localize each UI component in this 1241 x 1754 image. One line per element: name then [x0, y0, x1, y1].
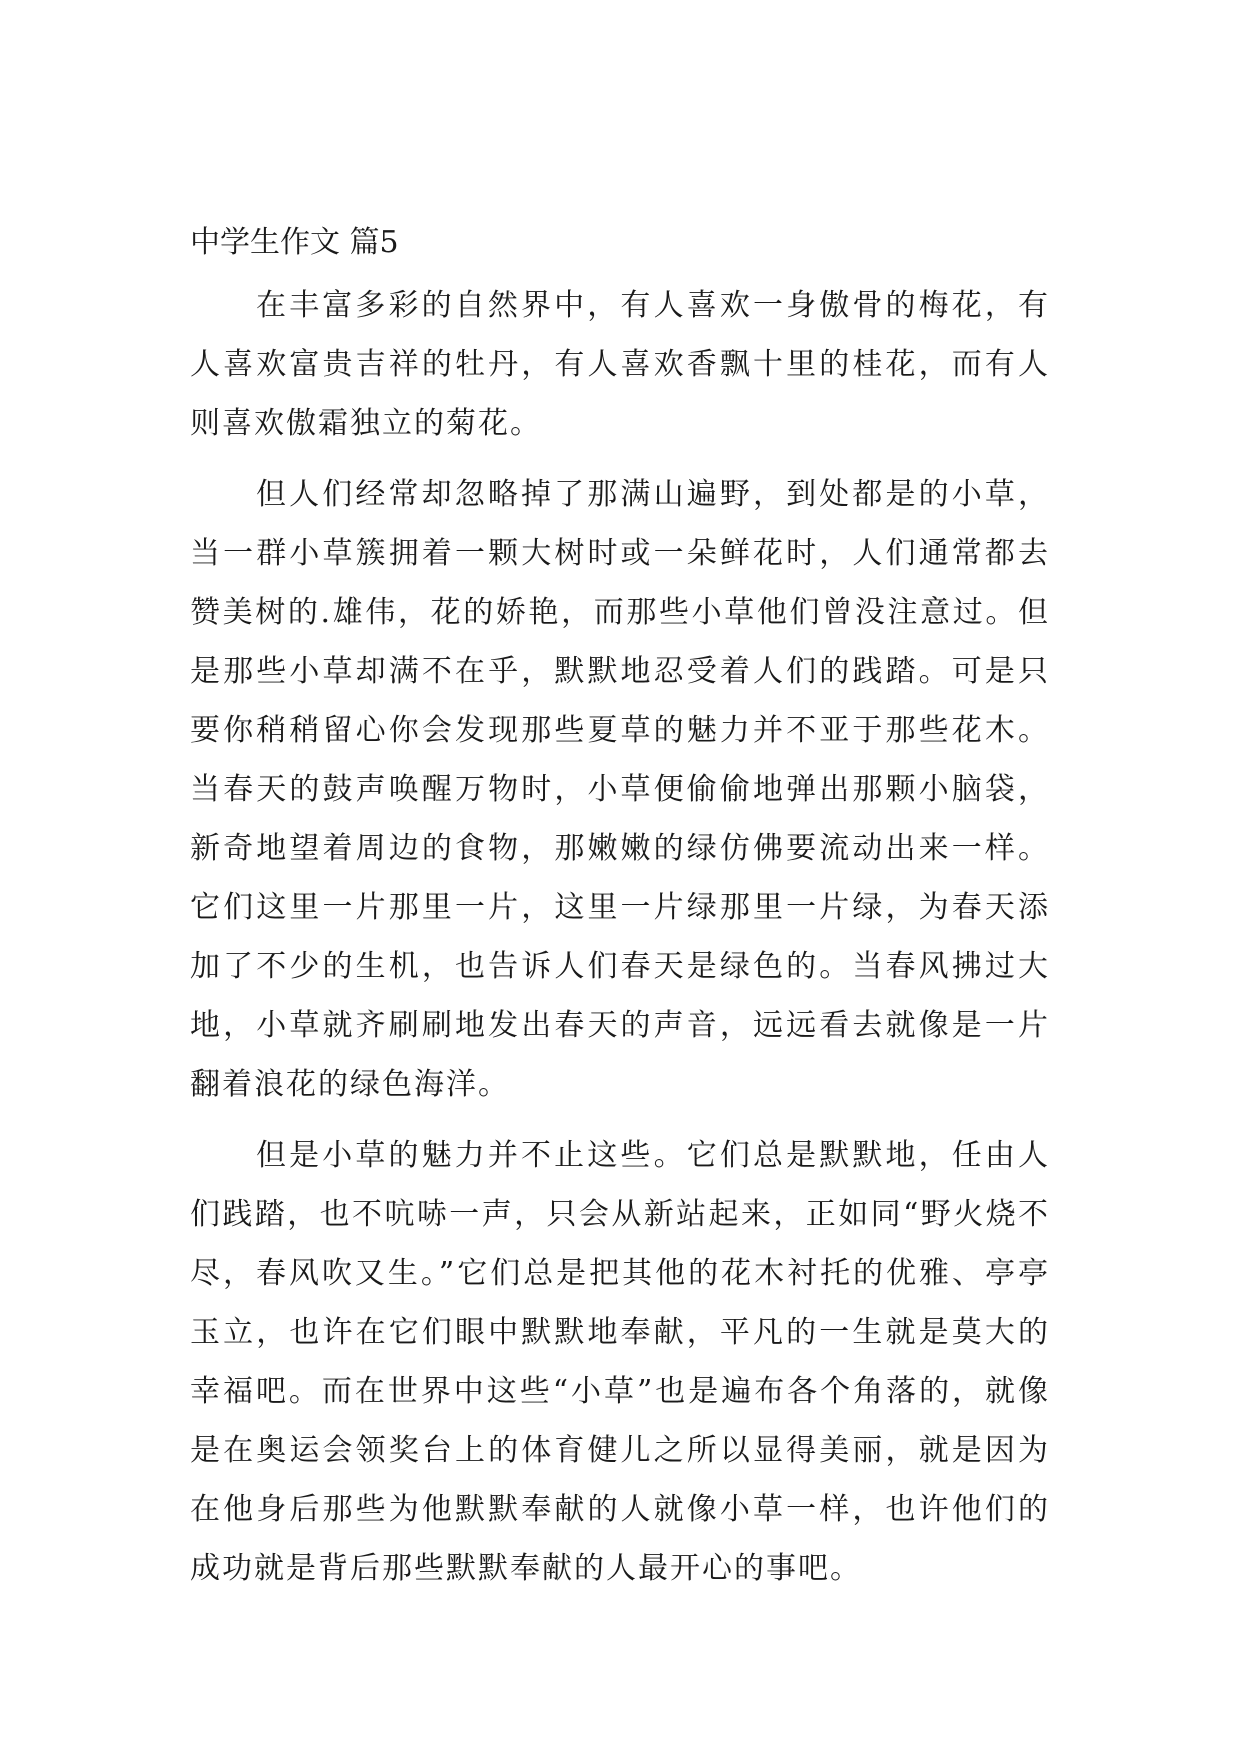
paragraph-1: 在丰富多彩的自然界中，有人喜欢一身傲骨的梅花，有人喜欢富贵吉祥的牡丹，有人喜欢香飘十里的桂花，而有人则喜欢傲霜独立的菊花。 — [190, 288, 1050, 441]
essay-title: 中学生作文 篇5 — [190, 225, 399, 260]
paragraph-2: 但人们经常却忽略掉了那满山遍野，到处都是的小草，当一群小草簇拥着一颗大树时或一朵鲜花时，人们通常都去赞美树的.雄伟，花的娇艳，而那些小草他们曾没注意过。但是那些小草却满不在乎，默默地忍受着人们的践踏。可是只要你稍稍留心你会发现那些夏草的魅力并不亚于那些花木。当春天的鼓声唤醒万物时，小草便偷偷地弹出那颗小脑袋，新奇地望着周边的食物，那嫩嫩的绿仿佛要流动出来一样。它们这里一片那里一片，这里一片绿那里一片绿，为春天添加了不少的生机，也告诉人们春天是绿色的。当春风拂过大地，小草就齐刷刷地发出春天的声音，远远看去就像是一片翻着浪花的绿色海洋。 — [190, 477, 1050, 1102]
document-body — [190, 218, 1050, 1598]
paragraph-3: 但是小草的魅力并不止这些。它们总是默默地，任由人们践踏，也不吭哧一声，只会从新站起来，正如同“野火烧不尽，春风吹又生。”它们总是把其他的花木衬托的优雅、亭亭玉立，也许在它们眼中默默地奉献，平凡的一生就是莫大的幸福吧。而在世界中这些“小草”也是遍布各个角落的，就像是在奥运会领奖台上的体育健儿之所以显得美丽，就是因为在他身后那些为他默默奉献的人就像小草一样，也许他们的成功就是背后那些默默奉献的人最开心的事吧。 — [190, 1138, 1050, 1586]
